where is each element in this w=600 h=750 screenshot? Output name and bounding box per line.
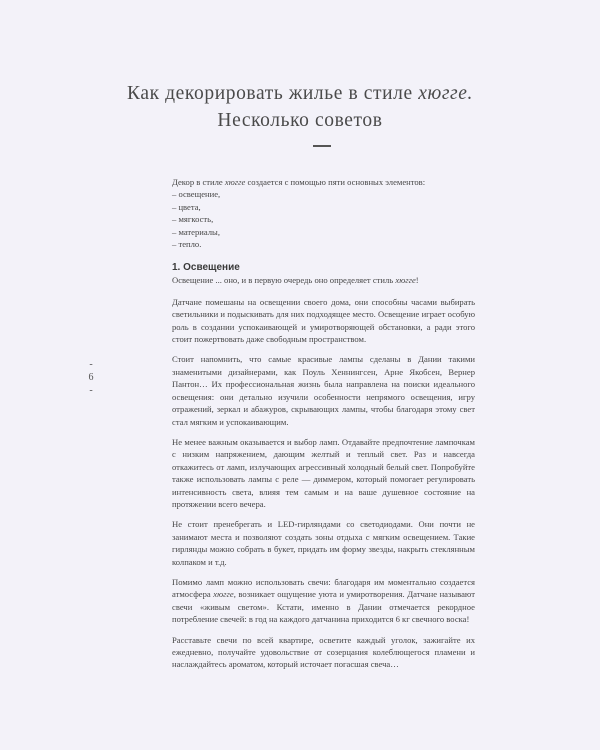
intro-block [172,176,475,250]
intro-sentence: Декор в стиле хюгге создается с помощью пяти основных элементов: [172,177,426,187]
page-number-dash-bottom: - [89,385,93,396]
title-line-1 [0,80,600,107]
page-number-value: 6 [88,372,94,383]
list-item: – материалы, [172,226,220,237]
title-divider [313,145,331,147]
page-number [84,358,98,397]
lead-emphasis: хюгге [395,275,416,286]
page-title [0,80,600,134]
title-line-2: Несколько советов [217,110,383,131]
title-text: Как декорировать жилье в стиле [126,83,419,104]
paragraph: Расставьте свечи по всей квартире, осветите каждый уголок, зажигайте их ежедневно, получайте удовольствие от созерцания колеблющегося пламени и наслаждайтесь ароматом, который источает погасшая свеча… [172,634,475,670]
paragraph: Стоит напомнить, что самые красивые лампы сделаны в Дании такими знаменитыми дизайнерами, как Поуль Хеннингсен, Арне Якобсен, Вернер Пантон… Их профессиональная жизнь была направлена на поиски идеального освещения: они детально изучили особенности непрямого освещения, игру отражений, зеркал и абажуров, скрывающих лампы, чтобы благодаря этому свет стал мягким и успокаивающим. [172,354,475,427]
list-item: – мягкость, [172,214,214,225]
title-emphasis: хюгге. [418,83,473,104]
list-item: – цвета, [172,201,201,212]
paragraph: Не стоит пренебрегать и LED-гирляндами со светодиодами. Они почти не занимают места и позволяют создать зоны отдыха с мягким освещением. Такие гирлянды можно собрать в букет, придать им форму звезды, накрыть стеклянным колпаком и т.д. [172,519,475,567]
list-item: – освещение, [172,189,221,200]
page-number-dash-top: - [89,359,93,370]
paragraph-emphasis: хюгге [213,589,234,600]
intro-emphasis: хюгге [224,177,246,187]
article-body [172,176,475,679]
paragraph: Не менее важным оказывается и выбор ламп. Отдавайте предпочтение лампочкам с низким напряжением, дающим желтый и теплый свет. Раз и навсегда откажитесь от ламп, излучающих агрессивный холодный белый свет. Попробуйте также использовать лампы с реле — диммером, который помогает регулировать интенсивность света, влияя тем самым и на ваше душевное состояние на протяжении всего вечера. [172,436,475,509]
paragraph: Помимо ламп можно использовать свечи: благодаря им моментально создается атмосфера хюгге, возникает ощущение уюта и умиротворения. Датчане называют свечи «живым светом». Кстати, именно в Дании отмечается рекордное потребление свечей: в год на каждого датчанина приходится 6 кг свечного воска! [172,576,475,625]
section-lead: Освещение ... оно, и в первую очередь оно определяет стиль хюгге! [172,275,419,286]
section-heading: 1. Освещение [172,262,240,274]
paragraph: Датчане помешаны на освещении своего дома, они способны часами выбирать светильники и подыскивать для них подходящее место. Освещение играет особую роль в создании успокаивающей и умиротворяющей обстановки, а ради этого стоит пожертвовать даже свободным пространством. [172,296,475,345]
list-item: – тепло. [172,239,202,250]
